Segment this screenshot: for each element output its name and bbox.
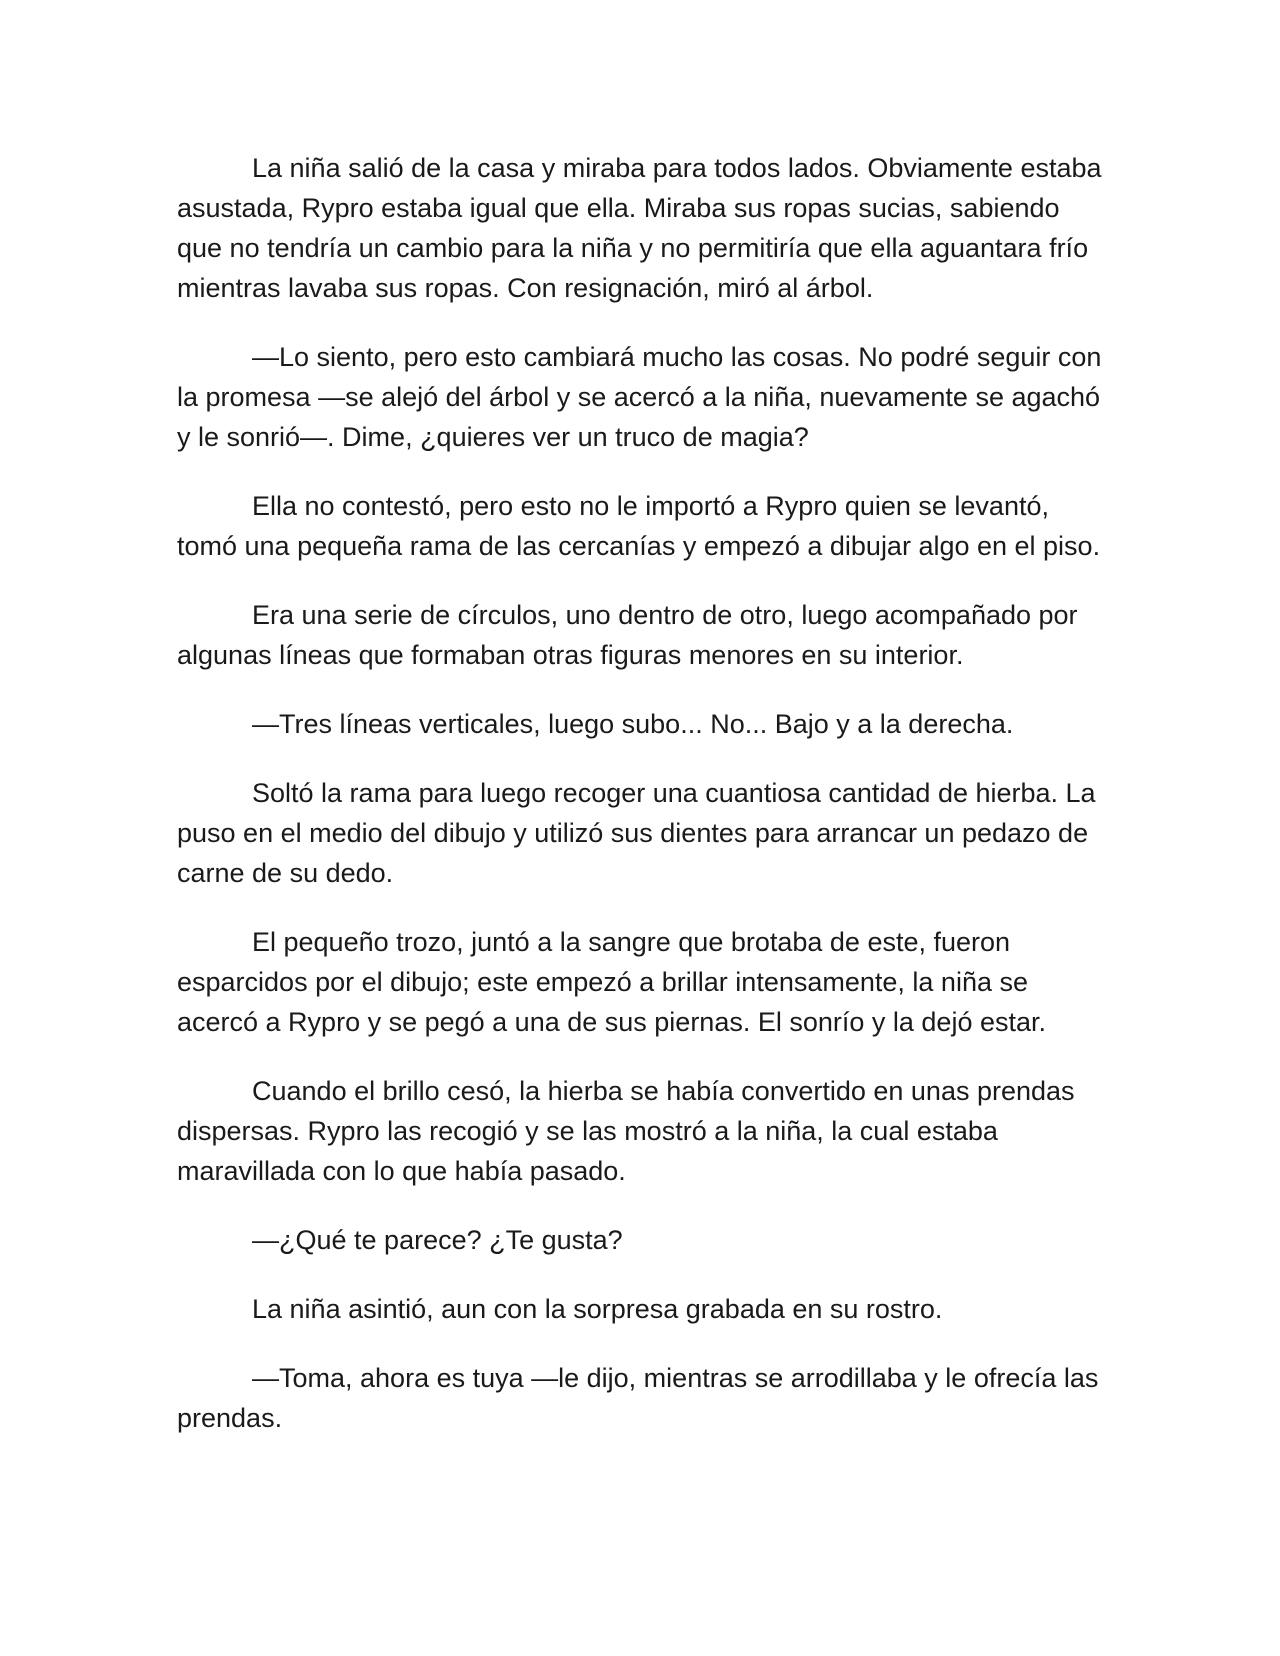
paragraph: —Lo siento, pero esto cambiará mucho las cosas. No podré seguir con la promesa —se alejó del árbol y se acercó a la niña, nuevamente se agachó y le sonrió—. Dime, ¿quieres ver un truco de magia? [177,342,1102,452]
paragraph: —Tres líneas verticales, luego subo... No... Bajo y a la derecha. [252,709,1014,739]
paragraph: Era una serie de círculos, uno dentro de otro, luego acompañado por algunas líneas que formaban otras figuras menores en su interior. [177,600,1078,670]
paragraph: La niña asintió, aun con la sorpresa grabada en su rostro. [252,1294,943,1324]
paragraph: El pequeño trozo, juntó a la sangre que brotaba de este, fueron esparcidos por el dibujo; este empezó a brillar intensamente, la niña se acercó a Rypro y se pegó a una de sus piernas. El sonrío y la dejó estar. [177,927,1046,1037]
paragraph: La niña salió de la casa y miraba para todos lados. Obviamente estaba asustada, Rypro estaba igual que ella. Miraba sus ropas sucias, sabiendo que no tendría un cambio para la niña y no permitiría que ella aguantara frío mientras lavaba sus ropas. Con resignación, miró al árbol. [177,153,1102,303]
paragraph: Cuando el brillo cesó, la hierba se había convertido en unas prendas dispersas. Rypro las recogió y se las mostró a la niña, la cual estaba maravillada con lo que había pasado. [177,1076,1075,1186]
paragraph: —¿Qué te parece? ¿Te gusta? [252,1225,623,1255]
paragraph: Ella no contestó, pero esto no le importó a Rypro quien se levantó, tomó una pequeña rama de las cercanías y empezó a dibujar algo en el piso. [177,491,1101,561]
body-text [177,148,1107,1467]
paragraph: Soltó la rama para luego recoger una cuantiosa cantidad de hierba. La puso en el medio del dibujo y utilizó sus dientes para arrancar un pedazo de carne de su dedo. [177,778,1096,888]
paragraph: —Toma, ahora es tuya —le dijo, mientras se arrodillaba y le ofrecía las prendas. [177,1363,1099,1433]
